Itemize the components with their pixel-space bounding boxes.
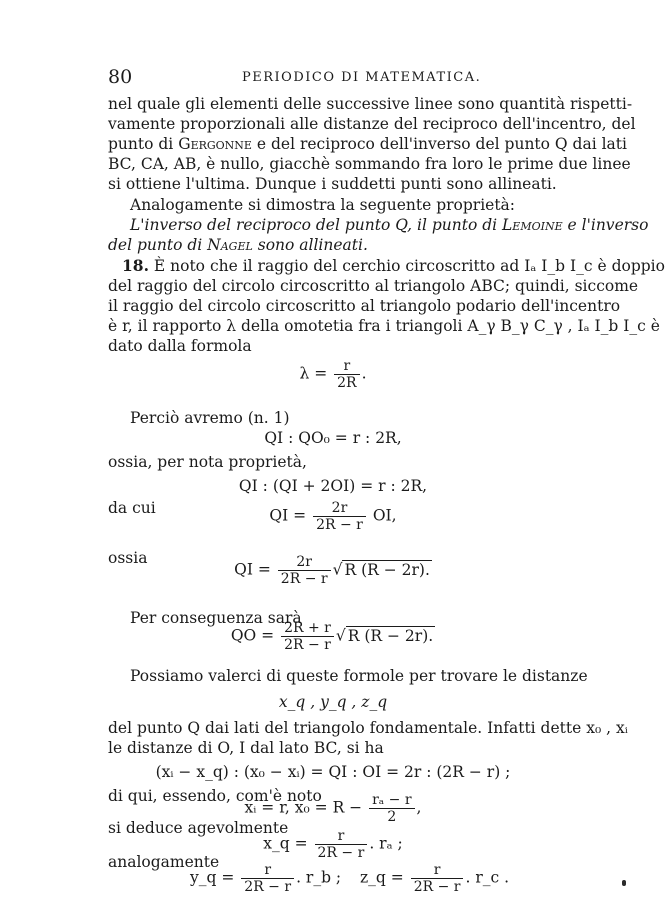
text-line: Analogamente si dimostra la seguente proprietà:: [130, 196, 516, 214]
fraction: $\frac{\text{rₐ − r}}{2}$: [369, 792, 414, 825]
text-line: si deduce agevolmente: [108, 819, 289, 837]
text-line: BC, CA, AB, è nullo, giacchè sommando fra loro le prime due linee: [108, 155, 631, 173]
text-line: vamente proporzionali alle distanze del reciproco dell'incentro, del: [108, 115, 636, 133]
fraction: $\frac{r}{2R - r}$: [241, 862, 294, 895]
equation: QI : QO₀ = r : 2R,: [264, 429, 402, 447]
equation-xi-x0: xᵢ = r, x₀ = R − $\frac{\text{rₐ − r}}{2}$ ,: [244, 792, 422, 825]
equation-xq: x_q = $\frac{r}{2R - r}$ . rₐ ;: [263, 828, 403, 861]
scan-mark: [622, 880, 626, 886]
text-line: è r, il rapporto λ della omotetia fra i triangoli A_γ B_γ C_γ , Iₐ I_b I_c è: [108, 317, 660, 335]
text-line: dato dalla formola: [108, 337, 252, 355]
equation-qi-root: QI = $\frac{2r}{2R - r}$ √ R (R − 2r).: [234, 554, 430, 587]
text-line: punto di Gergonne e del reciproco dell'inverso del punto Q dai lati: [108, 135, 627, 153]
text-line: da cui: [108, 499, 156, 517]
journal-title: PERIODICO DI MATEMATICA.: [242, 70, 482, 85]
text-line: di qui, essendo, com'è noto: [108, 787, 322, 805]
theorem-line: L'inverso del reciproco del punto Q, il punto di Lemoine e l'inverso: [130, 216, 649, 234]
text-line: si ottiene l'ultima. Dunque i suddetti punti sono allineati.: [108, 175, 557, 193]
equation: QI : (QI + 2OI) = r : 2R,: [238, 477, 428, 495]
root-sign: √: [335, 626, 346, 645]
text-line: il raggio del circolo circoscritto al triangolo podario dell'incentro: [108, 297, 621, 315]
text-line: nel quale gli elementi delle successive linee sono quantità rispetti-: [108, 95, 633, 113]
text-line: Per conseguenza sarà: [130, 609, 302, 627]
equation-lambda: λ = $\frac{r}{2R}$ .: [299, 358, 367, 391]
text-line: Perciò avremo (n. 1): [130, 409, 290, 427]
equation-zq: z_q = $\frac{r}{2R - r}$ . r_c .: [360, 862, 510, 895]
equation-ratio: (xᵢ − x_q) : (x₀ − xᵢ) = QI : OI = 2r : (2R − r) ;: [155, 763, 511, 781]
running-header: [108, 66, 558, 88]
text-line: ossia: [108, 549, 148, 567]
equation-qo: QO = $\frac{2R + r}{2R - r}$ √ R (R − 2r).: [230, 620, 434, 653]
equation-qi-oi: QI = $\frac{2r}{2R - r}$ OI,: [269, 500, 397, 533]
page-number: 80: [108, 66, 133, 88]
text-line: Possiamo valerci di queste formole per trovare le distanze: [130, 667, 588, 685]
text-line: analogamente: [108, 853, 220, 871]
fraction: $\frac{2R + r}{2R - r}$: [281, 620, 334, 653]
text-line: le distanze di O, I dal lato BC, si ha: [108, 739, 384, 757]
name-gergonne: Gergonne: [178, 135, 252, 153]
text-line: ossia, per nota proprietà,: [108, 453, 307, 471]
fraction: $\frac{r}{2R}$: [334, 358, 359, 391]
fraction: $\frac{r}{2R - r}$: [411, 862, 464, 895]
equation-distances: x_q , y_q , z_q: [278, 693, 388, 711]
theorem-line: del punto di Nagel sono allineati.: [108, 236, 368, 254]
fraction: $\frac{2r}{2R - r}$: [278, 554, 331, 587]
section-18-line: 18. È noto che il raggio del cerchio circoscritto ad Iₐ I_b I_c è doppio: [122, 256, 665, 275]
text-line: del punto Q dai lati del triangolo fondamentale. Infatti dette x₀ , xᵢ: [108, 719, 628, 737]
radicand: R (R − 2r).: [347, 626, 434, 645]
section-number: 18.: [122, 256, 149, 275]
equation-yq: y_q = $\frac{r}{2R - r}$ . r_b ;: [190, 862, 342, 895]
fraction: $\frac{2r}{2R - r}$: [313, 500, 366, 533]
root-sign: √: [332, 560, 343, 579]
radicand: R (R − 2r).: [344, 560, 430, 579]
name-lemoine: Lemoine: [502, 216, 563, 234]
fraction: $\frac{r}{2R - r}$: [315, 828, 368, 861]
name-nagel: Nagel: [207, 236, 253, 254]
text-line: del raggio del circolo circoscritto al triangolo ABC; quindi, siccome: [108, 277, 639, 295]
